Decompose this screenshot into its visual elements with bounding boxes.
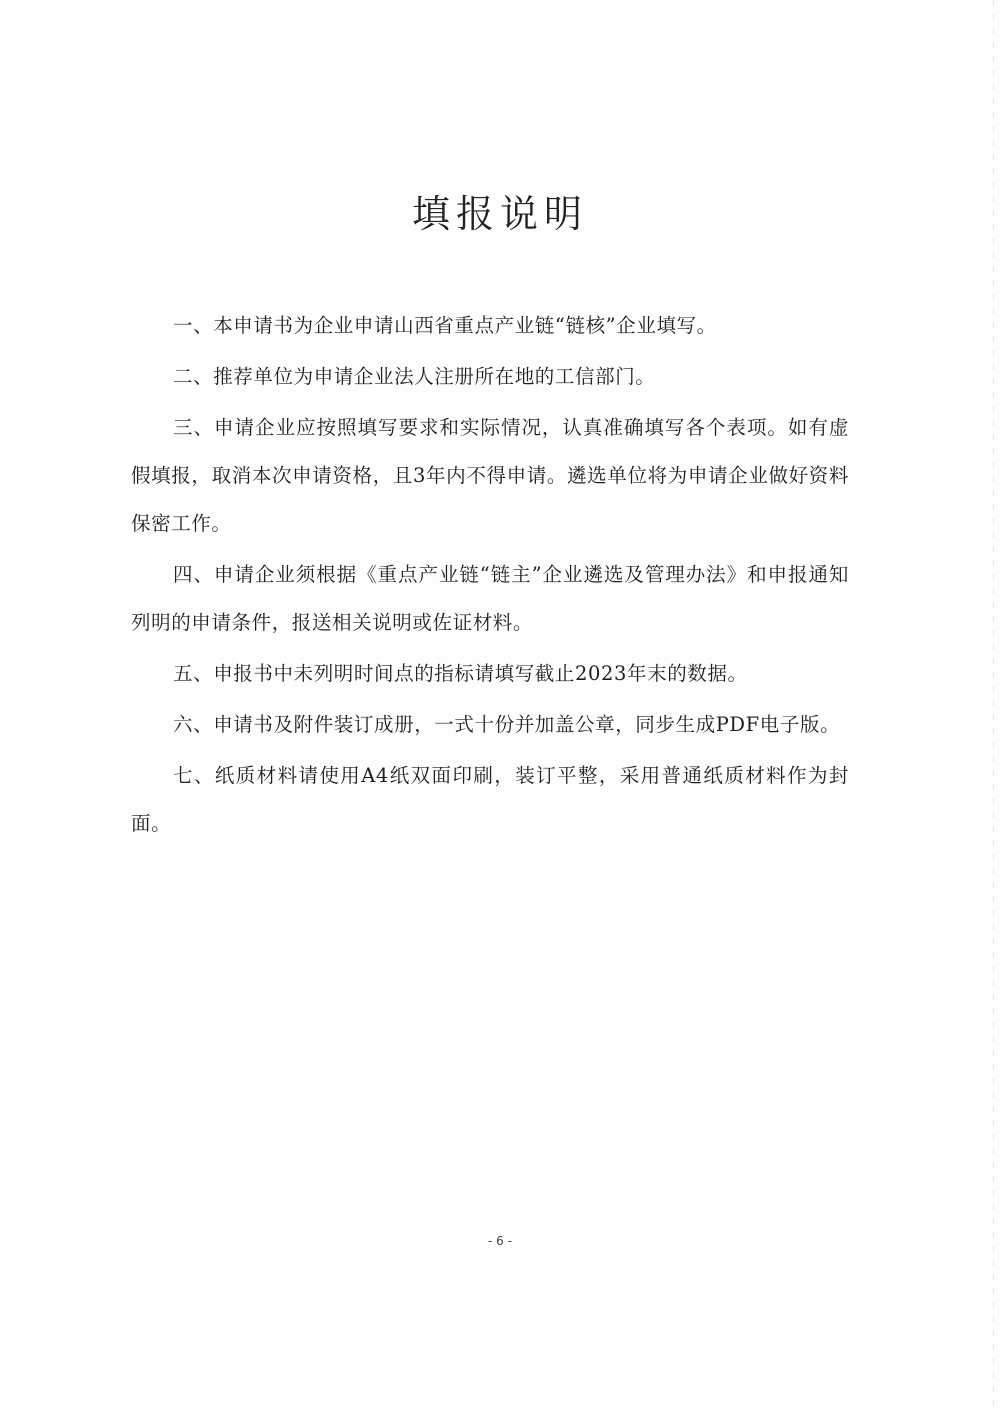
page-number: - 6 - xyxy=(488,1234,512,1248)
instruction-paragraph-3: 三、申请企业应按照填写要求和实际情况，认真准确填写各个表项。如有虚假填报，取消本次申请资格，且3年内不得申请。遴选单位将为申请企业做好资料保密工作。 xyxy=(131,416,849,535)
instruction-paragraph-5: 五、申报书中未列明时间点的指标请填写截止2023年末的数据。 xyxy=(173,662,748,685)
instruction-paragraph-6: 六、申请书及附件装订成册，一式十份并加盖公章，同步生成PDF电子版。 xyxy=(173,713,841,736)
instruction-paragraph-2: 二、推荐单位为申请企业法人注册所在地的工信部门。 xyxy=(173,365,656,388)
page-title: 填报说明 xyxy=(411,192,588,236)
instructions-body xyxy=(131,302,849,848)
scan-edge-divider xyxy=(993,0,994,1411)
instruction-paragraph-4: 四、申请企业须根据《重点产业链“链主”企业遴选及管理办法》和申报通知列明的申请条件，报送相关说明或佐证材料。 xyxy=(131,563,849,634)
instruction-paragraph-7: 七、纸质材料请使用A4纸双面印刷，装订平整，采用普通纸质材料作为封面。 xyxy=(131,764,849,835)
instruction-paragraph-1: 一、本申请书为企业申请山西省重点产业链“链核”企业填写。 xyxy=(173,314,717,337)
